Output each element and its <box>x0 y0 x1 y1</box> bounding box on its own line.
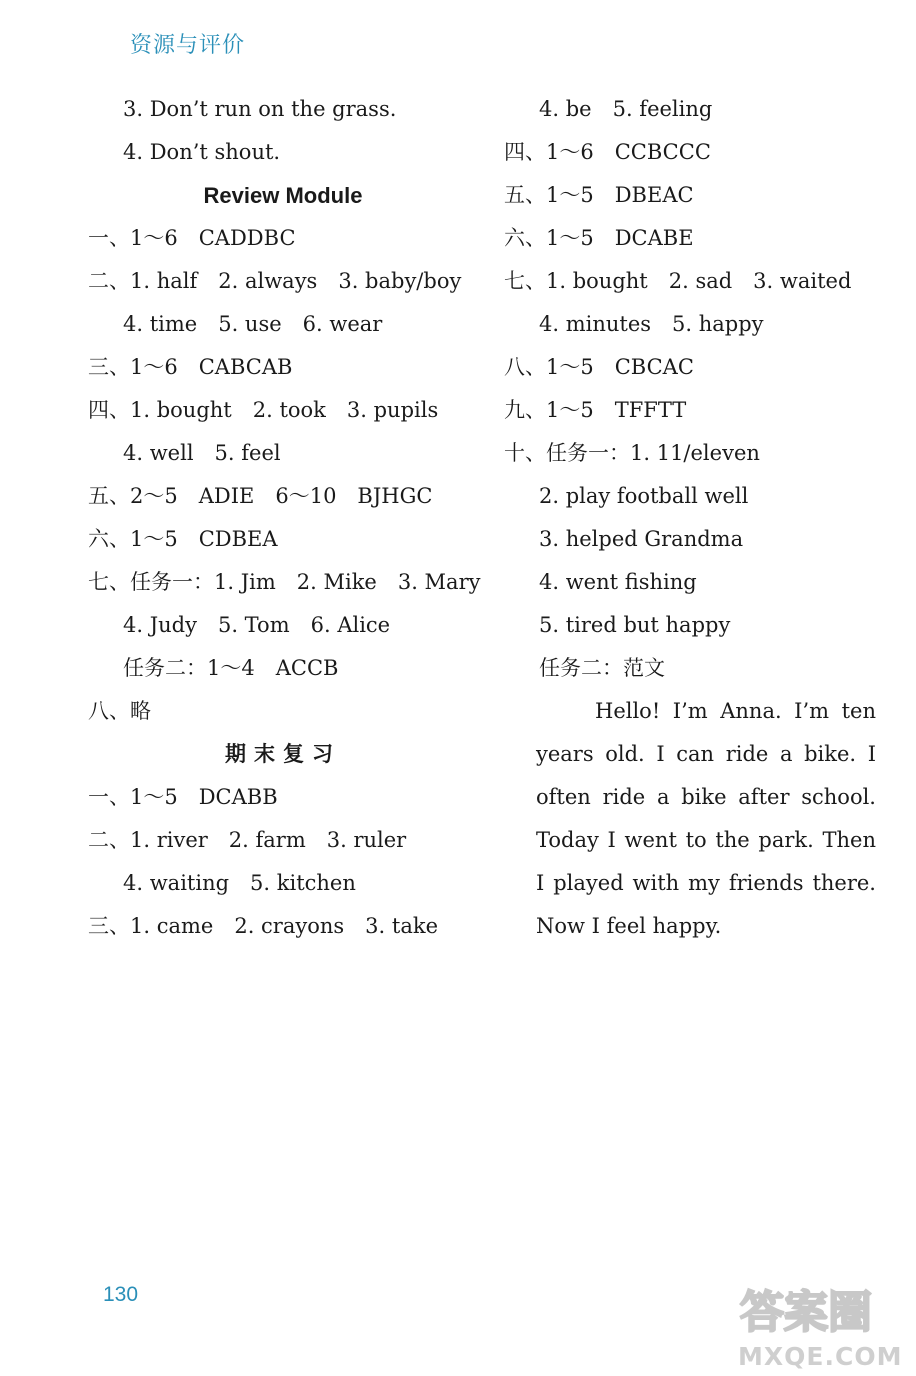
answer-line: 3. helped Grandma <box>539 527 744 551</box>
answer-line: 4. Don’t shout. <box>123 140 281 164</box>
answer-line: 一、1～6 CADDBC <box>88 226 296 250</box>
sample-essay: Hello! I’m Anna. I’m ten years old. I can ride a bike. I often ride a bike after school. Today I went to the park. Then I played with my friends there. Now I feel happy. <box>536 699 876 938</box>
answer-line: 八、略 <box>88 699 151 723</box>
answer-line: 任务二：1～4 ACCB <box>123 656 339 680</box>
answer-line: 5. tired but happy <box>539 613 731 637</box>
answer-line: 六、1～5 CDBEA <box>88 527 278 551</box>
section-title: 期末复习 <box>225 742 341 766</box>
answer-line: 四、1～6 CCBCCC <box>504 140 711 164</box>
answer-line: 4. waiting 5. kitchen <box>123 871 356 895</box>
left-column <box>88 88 481 948</box>
answer-line: 任务二：范文 <box>539 656 665 680</box>
page-number: 130 <box>103 1283 139 1306</box>
answer-line: 4. minutes 5. happy <box>539 312 764 336</box>
answer-line: 三、1～6 CABCAB <box>88 355 293 379</box>
answer-line: 4. be 5. feeling <box>539 97 713 121</box>
watermark-glyphs: 答案圈 <box>740 1287 872 1338</box>
running-header: 资源与评价 <box>130 33 246 58</box>
answer-line: 三、1. came 2. crayons 3. take <box>88 914 438 938</box>
answer-line: 四、1. bought 2. took 3. pupils <box>88 398 439 422</box>
answer-line: 七、1. bought 2. sad 3. waited <box>504 269 852 293</box>
answer-line: 五、1～5 DBEAC <box>504 183 694 207</box>
answer-line: 二、1. half 2. always 3. baby/boy <box>88 269 462 293</box>
answer-line: 4. well 5. feel <box>123 441 281 465</box>
answer-line: 二、1. river 2. farm 3. ruler <box>88 828 407 852</box>
answer-line: 五、2～5 ADIE 6～10 BJHGC <box>88 484 433 508</box>
answer-line: 七、任务一：1. Jim 2. Mike 3. Mary <box>88 570 481 594</box>
answer-line: 一、1～5 DCABB <box>88 785 278 809</box>
answer-line: 九、1～5 TFFTT <box>504 398 687 422</box>
answer-line: 六、1～5 DCABE <box>504 226 694 250</box>
answer-line: 2. play football well <box>539 484 749 508</box>
watermark-url: MXQE.COM <box>738 1342 903 1371</box>
answer-line: 4. went fishing <box>539 570 697 594</box>
answer-line: 4. time 5. use 6. wear <box>123 312 383 336</box>
right-column <box>504 88 876 948</box>
answer-line: 八、1～5 CBCAC <box>504 355 694 379</box>
answer-line: 3. Don’t run on the grass. <box>123 97 397 121</box>
answer-line: 十、任务一：1. 11/eleven <box>504 441 760 465</box>
answer-line: 4. Judy 5. Tom 6. Alice <box>123 613 391 637</box>
section-title: Review Module <box>203 183 363 208</box>
